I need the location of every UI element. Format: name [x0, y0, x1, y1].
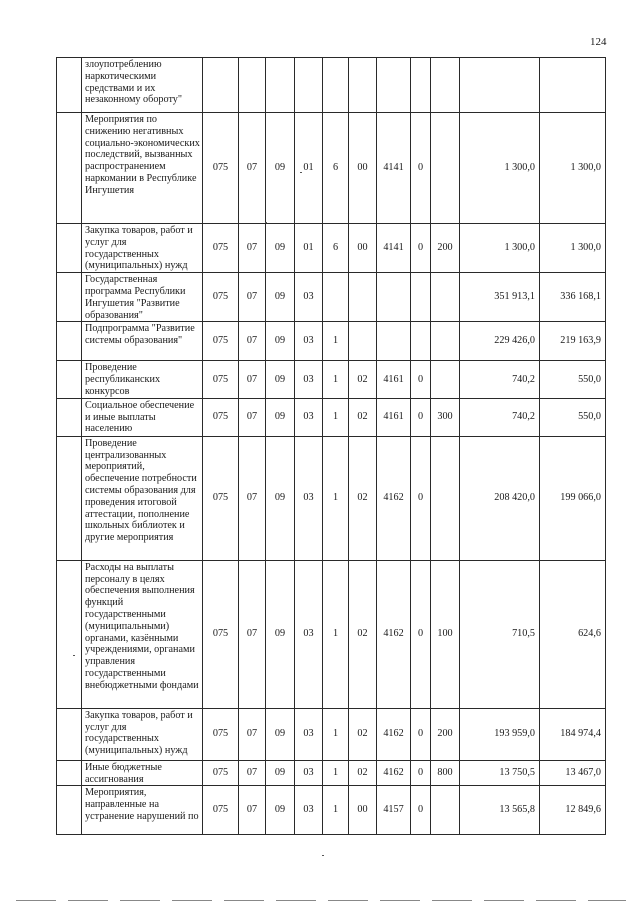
cell-sum2: 219 163,9	[540, 322, 606, 361]
cell-nap	[377, 273, 411, 322]
cell-sum1: 229 426,0	[460, 322, 540, 361]
cell-fr	[411, 322, 431, 361]
cell-fr: 0	[411, 361, 431, 398]
cell-sum2: 199 066,0	[540, 436, 606, 560]
row-marker-cell	[57, 224, 82, 273]
cell-sum1: 13 750,5	[460, 760, 540, 786]
cell-sum1: 351 913,1	[460, 273, 540, 322]
table-row	[57, 58, 606, 113]
cell-sum2: 550,0	[540, 398, 606, 436]
cell-sum2: 624,6	[540, 560, 606, 708]
cell-vr	[431, 361, 460, 398]
cell-om	[349, 273, 377, 322]
cell-fr: 0	[411, 560, 431, 708]
cell-pr: 09	[266, 436, 295, 560]
table-row	[57, 560, 606, 708]
cell-om: 02	[349, 398, 377, 436]
cell-gr: 075	[203, 560, 239, 708]
row-name-cell: Расходы на выплаты персоналу в целях обеспечения выполнения функций государственными (муниципальными) органами, казёнными учреждениями, органами управления государственными внебюджетными фондами	[82, 560, 203, 708]
table-row	[57, 113, 606, 224]
cell-rz: 07	[239, 113, 266, 224]
cell-vr: 200	[431, 708, 460, 760]
cell-sum2: 336 168,1	[540, 273, 606, 322]
row-marker-cell	[57, 786, 82, 835]
cell-gp: 03	[295, 708, 323, 760]
row-marker-cell	[57, 398, 82, 436]
cell-pp: 1	[323, 398, 349, 436]
cell-gp: 03	[295, 786, 323, 835]
row-marker-cell	[57, 273, 82, 322]
cell-rz: 07	[239, 398, 266, 436]
cell-nap: 4141	[377, 224, 411, 273]
cell-rz: 07	[239, 436, 266, 560]
cell-gp: 01	[295, 224, 323, 273]
cell-pp: 1	[323, 361, 349, 398]
cell-nap: 4161	[377, 398, 411, 436]
cell-nap: 4161	[377, 361, 411, 398]
table-row	[57, 322, 606, 361]
row-name-cell: злоупотреблению наркотическими средствами и их незаконному обороту"	[82, 58, 203, 113]
cell-sum2: 1 300,0	[540, 224, 606, 273]
budget-table	[56, 57, 606, 835]
scan-edge-line	[16, 900, 626, 901]
cell-sum2: 13 467,0	[540, 760, 606, 786]
cell-pr: 09	[266, 273, 295, 322]
cell-nap: 4141	[377, 113, 411, 224]
cell-om	[349, 58, 377, 113]
row-marker-cell	[57, 708, 82, 760]
cell-pp: 6	[323, 113, 349, 224]
row-name-cell: Закупка товаров, работ и услуг для государственных (муниципальных) нужд	[82, 708, 203, 760]
cell-sum2	[540, 58, 606, 113]
cell-om: 02	[349, 436, 377, 560]
cell-gr: 075	[203, 708, 239, 760]
cell-gr: 075	[203, 436, 239, 560]
table-row	[57, 760, 606, 786]
cell-om: 02	[349, 361, 377, 398]
cell-gr: 075	[203, 273, 239, 322]
cell-pr: 09	[266, 786, 295, 835]
cell-fr	[411, 273, 431, 322]
cell-rz	[239, 58, 266, 113]
row-marker-cell	[57, 361, 82, 398]
cell-pr: 09	[266, 398, 295, 436]
row-name-cell: Мероприятия по снижению негативных социально-экономических последствий, вызванных распространением наркомании в Республике Ингушетия	[82, 113, 203, 224]
cell-pr	[266, 58, 295, 113]
cell-gr: 075	[203, 322, 239, 361]
cell-om	[349, 322, 377, 361]
cell-gr: 075	[203, 786, 239, 835]
cell-gr: 075	[203, 224, 239, 273]
row-marker-cell	[57, 436, 82, 560]
cell-sum1: 208 420,0	[460, 436, 540, 560]
cell-sum2: 12 849,6	[540, 786, 606, 835]
cell-fr: 0	[411, 398, 431, 436]
cell-vr	[431, 113, 460, 224]
cell-pp	[323, 273, 349, 322]
cell-om: 02	[349, 760, 377, 786]
cell-rz: 07	[239, 708, 266, 760]
table-row	[57, 436, 606, 560]
cell-nap: 4162	[377, 560, 411, 708]
cell-vr: 100	[431, 560, 460, 708]
cell-om: 00	[349, 113, 377, 224]
cell-om: 00	[349, 224, 377, 273]
cell-gp	[295, 58, 323, 113]
cell-gr: 075	[203, 760, 239, 786]
row-name-cell: Проведение республиканских конкурсов	[82, 361, 203, 398]
row-marker-cell	[57, 113, 82, 224]
cell-gp: 03	[295, 322, 323, 361]
cell-pp	[323, 58, 349, 113]
cell-fr: 0	[411, 224, 431, 273]
row-name-cell: Подпрограмма "Развитие системы образования"	[82, 322, 203, 361]
cell-pr: 09	[266, 708, 295, 760]
cell-fr: 0	[411, 436, 431, 560]
cell-fr: 0	[411, 786, 431, 835]
cell-gr: 075	[203, 398, 239, 436]
cell-gr	[203, 58, 239, 113]
cell-sum1: 710,5	[460, 560, 540, 708]
row-name-cell: Иные бюджетные ассигнования	[82, 760, 203, 786]
cell-sum1	[460, 58, 540, 113]
cell-pp: 1	[323, 560, 349, 708]
cell-om: 02	[349, 708, 377, 760]
cell-sum1: 193 959,0	[460, 708, 540, 760]
cell-pp: 1	[323, 760, 349, 786]
row-marker-cell	[57, 560, 82, 708]
cell-nap	[377, 58, 411, 113]
cell-pp: 6	[323, 224, 349, 273]
scan-speck	[265, 222, 267, 223]
page-number: 124	[590, 36, 607, 48]
cell-rz: 07	[239, 224, 266, 273]
row-name-cell: Мероприятия, направленные на устранение нарушений по	[82, 786, 203, 835]
cell-rz: 07	[239, 760, 266, 786]
cell-gp: 03	[295, 361, 323, 398]
cell-vr: 200	[431, 224, 460, 273]
cell-rz: 07	[239, 786, 266, 835]
row-marker-cell	[57, 760, 82, 786]
row-name-cell: Социальное обеспечение и иные выплаты населению	[82, 398, 203, 436]
cell-sum2: 550,0	[540, 361, 606, 398]
cell-gr: 075	[203, 361, 239, 398]
budget-table-body	[57, 58, 606, 835]
cell-pp: 1	[323, 322, 349, 361]
cell-om: 00	[349, 786, 377, 835]
table-row	[57, 398, 606, 436]
cell-sum1: 1 300,0	[460, 113, 540, 224]
cell-fr: 0	[411, 113, 431, 224]
table-row	[57, 786, 606, 835]
row-name-cell: Проведение централизованных мероприятий, обеспечение потребности системы образования для проведения итоговой аттестации, пополнение школьных библиотек и другие мероприятия	[82, 436, 203, 560]
cell-vr	[431, 273, 460, 322]
scan-speck	[300, 172, 302, 173]
cell-gp: 03	[295, 398, 323, 436]
cell-om: 02	[349, 560, 377, 708]
cell-pr: 09	[266, 113, 295, 224]
table-row	[57, 224, 606, 273]
table-row	[57, 273, 606, 322]
cell-gr: 075	[203, 113, 239, 224]
cell-pr: 09	[266, 361, 295, 398]
cell-gp: 03	[295, 436, 323, 560]
scan-speck	[73, 655, 75, 656]
cell-pr: 09	[266, 322, 295, 361]
cell-vr: 800	[431, 760, 460, 786]
row-name-cell: Государственная программа Республики Ингушетия "Развитие образования"	[82, 273, 203, 322]
cell-nap: 4162	[377, 760, 411, 786]
cell-pp: 1	[323, 786, 349, 835]
table-row	[57, 708, 606, 760]
cell-rz: 07	[239, 361, 266, 398]
cell-nap: 4162	[377, 708, 411, 760]
cell-sum2: 184 974,4	[540, 708, 606, 760]
cell-fr: 0	[411, 708, 431, 760]
scan-speck	[322, 855, 324, 856]
cell-vr	[431, 58, 460, 113]
row-name-cell: Закупка товаров, работ и услуг для государственных (муниципальных) нужд	[82, 224, 203, 273]
cell-nap: 4162	[377, 436, 411, 560]
cell-sum1: 13 565,8	[460, 786, 540, 835]
cell-sum1: 1 300,0	[460, 224, 540, 273]
cell-sum2: 1 300,0	[540, 113, 606, 224]
cell-vr	[431, 436, 460, 560]
cell-pr: 09	[266, 760, 295, 786]
cell-rz: 07	[239, 560, 266, 708]
table-row	[57, 361, 606, 398]
cell-nap: 4157	[377, 786, 411, 835]
cell-gp: 03	[295, 273, 323, 322]
cell-gp: 03	[295, 560, 323, 708]
cell-nap	[377, 322, 411, 361]
cell-vr	[431, 322, 460, 361]
row-marker-cell	[57, 58, 82, 113]
row-marker-cell	[57, 322, 82, 361]
cell-sum1: 740,2	[460, 398, 540, 436]
cell-gp: 03	[295, 760, 323, 786]
cell-fr	[411, 58, 431, 113]
cell-gp: 01	[295, 113, 323, 224]
cell-vr: 300	[431, 398, 460, 436]
cell-rz: 07	[239, 322, 266, 361]
cell-pr: 09	[266, 224, 295, 273]
cell-vr	[431, 786, 460, 835]
cell-pr: 09	[266, 560, 295, 708]
cell-pp: 1	[323, 708, 349, 760]
cell-sum1: 740,2	[460, 361, 540, 398]
cell-fr: 0	[411, 760, 431, 786]
cell-pp: 1	[323, 436, 349, 560]
cell-rz: 07	[239, 273, 266, 322]
